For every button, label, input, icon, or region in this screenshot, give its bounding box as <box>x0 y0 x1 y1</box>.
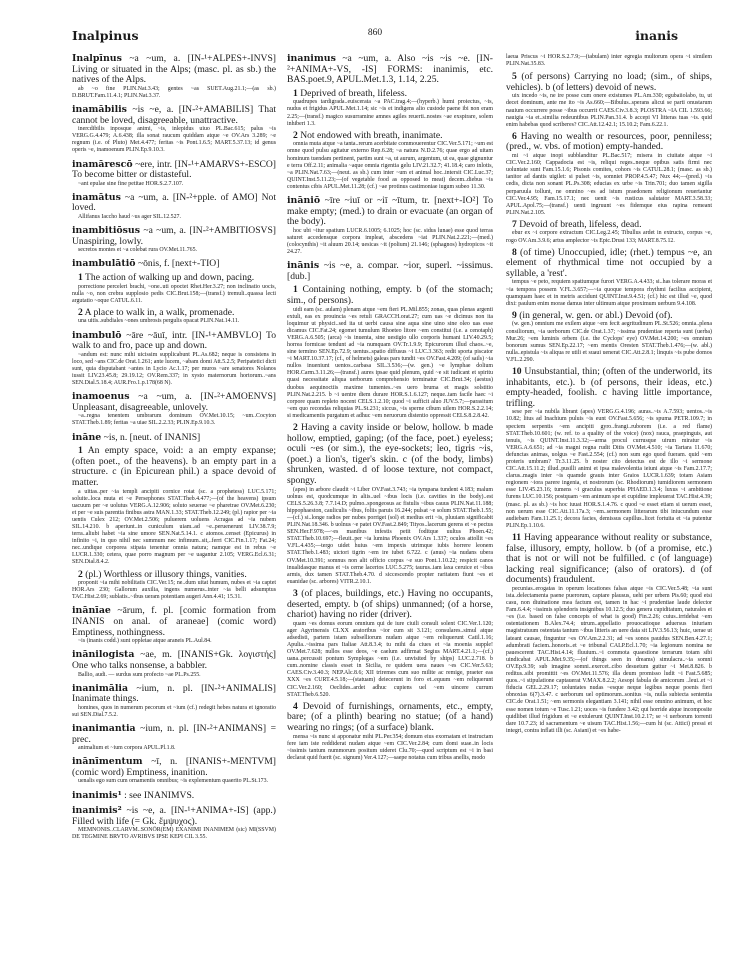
headword: ināniō <box>287 195 321 206</box>
sense-text: Having appearance without reality or substance, false, illusory, empty, hollow. b (of a promise, etc.) that is not or will not be fulfilled. c (of language) lacking real significance; (also of orators). d (of documents) fraudulent. <box>506 531 712 586</box>
sense-definition <box>506 72 712 93</box>
sense-number: 5 <box>512 71 517 83</box>
definition-text: ~ī, n. [INANIS+-MENTVM] (comic word) Emptiness, inanition. <box>72 756 277 778</box>
entry-definition <box>72 606 276 638</box>
headword: inānīae <box>72 605 111 617</box>
sense-text: Having no wealth or resources, poor, penniless; (pred., w. vbs. of motion) empty-handed. <box>506 130 712 153</box>
citations: ebur ex ~i corpore extractum CIC.Leg.2.45; Tibullus ardet in extructo, corpus ~e, rogo OV.Am.3.9.6; artus amplector ~is Epic.Drusi 133; MART.8.75.12. <box>506 230 712 244</box>
entry-definition <box>72 226 276 247</box>
page-header <box>72 28 678 44</box>
entry-definition <box>72 105 276 126</box>
sense-text: (of time) Unoccupied, idle; (rhet.) tempus ~e, an element of rhythmical time not occupied by a syllable, a 'rest'. <box>506 246 713 279</box>
sense-text: A place to walk in, a walk, promenade. <box>84 306 235 318</box>
citations: uidi eam (sc. aulam) plenam atque ~em fieri PL.Mil.855; zonas, quas plenas argenti extuli, eas ex prouincia ~es retuli GRACCH.orat.27; cum uas ~e dicimus non ita loquimur ut physici..sed ita ut uerbi causa sine aqua sine uino sine oleo uas esse dicamus CIC.Fat.24; egomet tumulum Rhoeteo litore ~em constitui (i.e. a cenotaph) VERG.A.6.505; (arca) ~is inuenta, sine uestigio ullo corporis humani LIV.40.29.5; horrea formicae tendunt ad ~ia numquam OV.Tr.1.9.9; Epicurorum illud chaos..~e, sine termino SEN.Ep.72.9; uentus..spatio diffusus ~i LUC.3.363; redit sporta piscator ~i MART.10.37.17; (cf., of helmets) galeas pars tundit ~es OV.Fast.4.209; (of sails) ~ia nullos inueniunt uentos..carbasa SIL.3.536;—(w. gen.) ~e lymphae dolium HOR.Carm.3.11.26;—(transf.) aures ipsae quid plenum, quid ~e sit iudicant et spiritu quasi necessitate aliqua uerborum comprehensio terminatur CIC.Brut.34; (aestus) duobus aequinoctiis maxime tumentes..~es uero bruma et magis solstitio PLIN.Nat.2.215. b ~i uentre diem durare HOR.S.1.6.127; neque..tam facile haec ~i corpore quam repleto nocent CELS.1.2.10; quod ~i sufficit aluo JUV.5.7;—parasitum ~em quo recondas reliquias PL.St.231; siccus, ~is sperne cibum uilem HOR.S.2.2.14; si medicamentis purgatum et adhuc ~em neruorum distentio oppressit CELS.8.2.8.42. <box>287 306 493 419</box>
headword: inānilogista <box>72 649 135 661</box>
definition-text: ~a ~um, a. [IN-²+AMOENVS] Unpleasant, disagreeable, unlovely. <box>72 391 276 413</box>
dictionary-entry <box>72 331 276 388</box>
definition-text: ~īre ~iuī or ~iī ~ītum, tr. [next+-IO²] To make empty; (med.) to drain or evacuate (an organ of the body). <box>287 195 493 228</box>
sense-number: 9 <box>512 309 517 321</box>
sense-number: 2 <box>78 306 83 318</box>
continued-citations: laeua Priscus ~i HOR.S.2.7.9;—(tabulam) inter egregia multorum opera ~i similem PLIN.Nat.35.83. <box>506 54 712 68</box>
entry-definition <box>287 261 493 282</box>
sense-number: 1 <box>78 445 83 457</box>
sense-definition <box>506 533 712 586</box>
sense-definition <box>506 220 712 231</box>
sense-number: 11 <box>512 531 522 543</box>
sense-text: (in general, w. gen. or abl.) Devoid (of). <box>519 309 673 321</box>
entry-definition <box>72 684 276 705</box>
citations: sese per ~ia nubila librant (apes) VERG.G.4.196; auras..~is A.7.593; uentos..~is 10.82; litus ad Inachium puluis ~is eunt OV.Fast.5.656; ~is spuma PETR.109.7; in speciem serpentis ~em ancipiti gyro..frangi..ruborem (i.e. a red flame) STAT.Theb.10.601; (w. ref. to a quality of the voice) (nox) rauca, praepinguis, aut tenuis, ~is QUINT.Inst.11.3.32;—arma procul currusque uirum miratur ~is VERG.A.6.651; ad ~ia magni regna rudit Ditis OV.Met.4.510; ~ia Tartara 11.670; defunctas animas, uolgus ~e Fast.2.554; (cf.) non sum ego quod fueram. quid ~em proteris umbram? Tr.3.11.25. b noster cito deiectus est de illo ~i sermone CIC.Att.15.11.2; illud..pusilli animi et ipsa malevolentia ieiuni atque ~is Fam.2.17.7; clarus..magis inter ~is quamde grauis inter Graios LUCR.1.639; totam Asiam regionem ~iora parere ingenia, et nostrorum (sc. Rhodiorum) tumidiorem sermonem esse LIV.45.23.16; tumens ~i graculus superbia PHAED.1.3.4; luxus ~i ambitione furens LUC.10.156; postquam ~em animum spe et cupidine impleuerat TAC.Hist.4.39; (masc. pl. as sb.) ~is hoc iuuat HOR.S.1.4.76. c quod ~e esset etiam si uerum esset, non uerum esse CIC.Att.11.17a.3; ~em..sermonem litterarum tibi iniucundum esse audiebam Fam.11.25.1; decora facies, demissus capillus..licet fortuita et ~ia putentur PLIN.Ep.1.10.6. <box>506 409 712 529</box>
citations: Allifanus Iaccho haud ~us ager SIL.12.527. <box>78 214 181 220</box>
dictionary-entry <box>287 196 493 256</box>
headword: inambitiōsus <box>72 225 141 237</box>
sense-definition <box>72 570 276 581</box>
dictionary-entry <box>287 261 493 762</box>
entry-definition <box>72 650 276 671</box>
page-number: 860 <box>367 28 383 38</box>
citations: porrectione perceleri brachi, ~one..uti opoctet Rhet.Her.3.27; non inclinatio uocis, nulla ~o, non crebra supplosio pedis CIC.Brut.158;—(transf.) tremuli..quassa lecti argutatio ~oque CATUL.6.11. <box>72 283 276 304</box>
citations: mi ~i atque inopi subblanditur PL.Bac.517; misera in ciuitate atque ~i CIC.Ver.2.160; Cappadocia est ~is, reliqui reges..neque opibus satis firmi nec uoluntate sunt Fam.15.1.6; Pisonis comites, cohors ~is CATUL.28.1; (masc. as sb.) ianitor ad dantis uigilet: si pulset ~is, somniet PROP.4.5.47; Nux 44;—(pred.) ~is cedis, dicta non sonant PL.Ps.308; educias ex urbe ~is Trin.701; duo tamen sigilla perparuula tollunt, ne omnino ~es ad istum praedonem religionum reuertantur CIC.Ver.4.95; Fam.15.17.1; nec uenit ~is rusticus salutator MART.3.58.33; APUL.Apol.75;—(transf.) uenti ingruunt ~es fidemque eius rapina remeant PLIN.Nat.2.105. <box>506 153 712 216</box>
citations: tempus ~e peto, requiem spatiumque furori VERG.A.4.433; si..has tolerare moras et ~ia tempora possem V.FL.3.657;—~ia quoque tempora rhythmi facilius accipient, quamquam haec et in metris accidunt QUINT.Inst.9.4.51; (cf.) hic est illud ~e, quod dixi: paulum enim morae damus inter ultimum atque proximum uerbum 9.4.108. <box>506 279 712 307</box>
sense-text: Containing nothing, empty. b (of the stomach; sim., of persons). <box>287 284 493 306</box>
citations: ~a..regna tenentem umbrarum dominum OV.Met.10.15; ~um..Cocyton STAT.Theb.1.89; feritas ~a uiae SIL.2.2.33; PLIN.Ep.9.10.3. <box>72 413 276 427</box>
sense-definition <box>287 89 493 100</box>
entry-definition <box>72 160 276 181</box>
citations: homines, quos in numerum pecorum et ~ium (cf.) redegit hebes natura et ignoratio sui SEN.Dial.7.5.2. <box>72 704 276 718</box>
sense-definition <box>72 308 276 319</box>
dictionary-entry <box>72 259 276 325</box>
column-2 <box>287 54 493 767</box>
sense-text: Devoid of breath, lifeless, dead. <box>519 218 642 230</box>
entry-definition <box>72 331 276 352</box>
dictionary-entry <box>72 724 276 752</box>
citations: hoc ubi ~itur spatium LUCR.6.1005; 6.1025; hoc (sc. sidus lunae) esse quod terras saturet accedensque corpora impleat, abscedens ~iat PLIN.Nat.2.221;—(med.) (colocynthis) ~it aluum 20.14; uesicas ~it (polium) 21.146; (sphagnos) hydropicos ~it 24.27. <box>287 227 493 256</box>
citations: omnia muta atque ~a tanta..rerum acerbitate commouerentur CIC.Ver.5.171; ~um est omne quod pulsu agitatur externo Rep.6.28; ~a natura N.D.2.76; quae ergo ad uitam hominum tuendam pertinent, partim sunt ~a, ut aurum, argentum, ut ea, quae gignuntur e terra Off.2.11; animalia ~aque omnia rigentia gelu LIV.21.32.7; 41.18.4; caro inlotis, ~a PLIN.Nat.7.63;—(neut. as sb.) cum inter ~um et animal hoc..intersit CIC.Luc.37; QUINT.Inst.5.11.23;—(of vegetable food as opposed to meat) decem..diebus ~is contentus cibis APUL.Met.11.28; (cf.) ~ae protinus castimoniae iugum subeo 11.30. <box>287 141 493 190</box>
dictionary-entry <box>72 105 276 155</box>
entry-definition <box>72 433 276 444</box>
dictionary-entry <box>72 392 276 427</box>
entry-definition <box>287 196 493 228</box>
citations: inercdibilis inposque animi, ~is, inlepidus uiuo PL.Bac.615; palus ~is VERG.G.4.479; A.6.438; illa sonat raucum quiddam atque ~e OV.Ars 3.289; ~e regnum (i.e. of Pluto) Met.4.477; feritas ~is Pont.1.6.5; MART.5.37.13; id genus operis ~e, inamoenum PLIN.Ep.9.10.3. <box>72 126 276 154</box>
dictionary-entry <box>72 160 276 188</box>
definition-text: ~a ~um, a. [IN-²+pple. of AMO] Not loved. <box>72 191 277 214</box>
sense-number: 1 <box>78 271 83 283</box>
citations: quadrupes tardigrada..euiscerata ~a PAC.trag.4;—(hyperb.) humi proiectus, ~is, nudus et frigidus APUL.Met.1.14; sic ~is et indigens alio custode paene ibi non eram 2.25;—(transf.) magico susurramine amnes agiles reuerti..nostes ~ae exspirare, solem inhiberi 1.3. <box>287 99 493 127</box>
dictionary-entry <box>72 650 276 678</box>
dictionary-entry <box>287 54 493 191</box>
citations: ~is (inanis codd.) sunt oppletae atque araneis PL.Aul.84. <box>78 638 212 645</box>
sense-definition <box>287 423 493 487</box>
sense-definition <box>287 702 493 734</box>
headword: inanimālia <box>72 682 129 694</box>
column-3 <box>506 54 712 735</box>
entry-definition <box>72 193 276 214</box>
guide-word-right: inanis <box>635 28 678 43</box>
sense-text: Devoid of furnishings, ornaments, etc., empty, bare; (of a plinth) bearing no statue; (of a hand) wearing no rings; (of a surface) blank. <box>287 700 493 733</box>
citations: ~andum est: nunc mihi uicissim supplicabunt PL.As.682; neque is consistens in loco, sed ~ans CIC.de Orat.1.261; ante lucem, ~abam domi Att.5.2.5; Peripatetici dicti sunt, quia disputabant ~antes in Lycio Ac.1.17; per muros ~are senatores Nolanos iussit LIV.23.45.8; 29.19.12; OV.Rem.337; in xysto maternorum hortorum..~ans SEN.Dial.5.18.4; AUR.Fro.1.p.178(68 N). <box>72 351 276 387</box>
sense-text: Unsubstantial, thin; (often of the underworld, its inhabitants, etc.). b (of persons, their ideas, etc.) empty-headed, foolish. c having little importance, trifling. <box>506 365 712 409</box>
citations: ~ant epulae sine fine petitae HOR.S.2.7.107. <box>78 180 184 187</box>
sense-definition <box>506 367 712 409</box>
sense-text: (pl.) Worthless or illusory things, vanities. <box>85 568 247 580</box>
entry-definition <box>72 791 276 802</box>
definition-text: ~ere, intr. [IN-¹+AMARVS+-ESCO] To become bitter or distasteful. <box>72 158 276 181</box>
sense-number: 8 <box>512 246 517 258</box>
headword: inanimantia <box>72 722 136 734</box>
entry-definition <box>72 259 276 270</box>
dictionary-entry <box>72 791 276 802</box>
definition-text: ~is ~e, a. [IN-¹+ANIMA+-IS] (app.) Filled with life (= Gk. ἔμψυχος). <box>72 805 277 827</box>
definition-text: ~a ~um, a. Also ~is ~is ~e. [IN-²+ANIMA+-VS, -IS] FORMS: inanimis, etc. BAS.poet.9, APUL.Met.1.3, 1.14, 2.25. <box>287 53 493 86</box>
citations: uix incedo ~is, ne ire posse cum onere existumes PL.Am.330; egubaiiolabo, tu, ut decet dominum, ante me ito ~is As.660;—Bibulus..sperans alicui se parti onustarum nauium occurrere posse ~ibus occurrit CAES.Civ.3.8.3; PLOSTRA ~IA CIL 1.593.66; nauigia ~ia et..similia redeuntibus PLIN.Pan.31.4. b accepi VI litteras tuas ~is. quid enim habebas quod scriberes? CIC.Att.12.42.1; 15.10.2; Fam.6.22.1. <box>506 93 712 128</box>
sense-definition <box>72 446 276 488</box>
definition-text: ~ārum, f. pl. [comic formation from INANIS on anal. of araneae] (comic word) Emptiness, nothingness. <box>72 605 276 638</box>
dictionary-entry <box>72 684 276 719</box>
sense-text: (of places, buildings, etc.) Having no occupants, deserted, empty. b (of ships) unmanned; (of a horse, chariot) having no rider (driver). <box>287 587 493 621</box>
guide-word-left: Inalpinus <box>72 28 139 43</box>
definition-text: ~a ~um, a. [IN-²+AMBITIOSVS] Unaspiring, lowly. <box>72 225 277 247</box>
sense-number: 2 <box>293 129 298 141</box>
citations: (apes) in arbore claudit ~i Liber OV.Fast.3.743; ~ia tympana tundent 4.183; malum uolnus est, quodcumque in aliis..uel ~ibus locis (i.e. cavities in the body)..est CELS.5.26.3.8; 7.7.14.D; pulmo..spongeosus ac fistulis ~ibus cauus PLIN.Nat.11.188; hippophaeston, cauliculis ~ibus, foliis paruis 16.244; pulsat ~e solum STAT.Theb.1.55;—(cf.) si..longe radios per nubes porriget (sol) et medius erit ~is, pluuiam significabit PLIN.Nat.18.346. b uolnus ~e patet OV.Fast.2.849; Tityos..lacerum gerens et ~e pectus SEN.Her.F.978;—~es manibus infestis petit foditque uultus Phoen.42; STAT.Theb.10.697;—fleuit..per ~ia lumina Phoenix OV.Ars 1.337; oculos attollit ~es V.FL.4.435;—tergo uidet huius ~em impexis utrimque iubis horrere leonem STAT.Theb.1.483; uictori tigrin ~em ire iubet 6.722. c (anus) ~ia nudans ubera OV.Met.10.391; somnus non alit officio corpus ~e suo Pont.1.10.22; respicit canos inualidasque manus et ~is cerne lacertos LUC.5.275; taurus..iam laxa ceruice et ~ibus armis, dux tamen STAT.Theb.4.70. d siccescendo propter raritatem fiunt ~es et euanidae (sc. arbores) VITR.2.10.1. <box>287 486 493 585</box>
dictionary-entry <box>72 433 276 602</box>
headword: inanimus <box>287 53 336 64</box>
sense-number: 7 <box>512 218 517 230</box>
sense-definition <box>506 132 712 153</box>
citations: mensa ~is nunc si apponatur mihi PL.Per.354; domum eius exornatam et instructam fere iam iste reddiderat nudam atque ~em CIC.Ver.2.84; cum domi suae..in locis ~issimis tantum nummorum positum uideret Clu.70;—quod scriptum est ~i in basi declarat quid fuerit (sc. signum) Ver.4.127;—saepe notatus cum tribus anellis, modo <box>287 733 493 761</box>
entry-definition <box>72 392 276 413</box>
citations: pecunias..erogatas in operum locationes falsas atque ~is CIC.Ver.5.48; ~ia sunt ista..delectamenta paene puerorum, captare plausus, uehi per urbem Pis.60; quod etsi casu, non diuinatione mea factum est, tamen in hac ~i prudentiae laude delector Fam.6.4.4; ~issimis splendoris insignibus 10.12.5; duo genera cupiditatum, naturales et ~es (i.e. based on false concepts of what is good) Fin.2.26; cuius..irridebat ~em ostentationem B.Alex.74.4; utrum..appellatio prouocatioque aduersus iniuriam magistratuum ostentata tantum ~ibus litteris an uere data sit LIV.3.56.13; huic, uerae ut lateant causae, finguntur ~es OV.Am.2.2.31; ad ~es sonos pauidus SEN.Ben.4.27.1; adumbrati faciem..honoris..et ~e tribunal CALP.Ecl.1.70; ~ia legionum nomina ne pauescerent TAC.Hist.4.14; fluuium..~i commota quaestione terrarum totam sibi uindicabat APUL.Met.9.35;—(of things seen in dreams) simulacra..~ia somni OV.Ep.9.39; sub imagine somni..exercet..cibo desuetum guttur ~i Met.8.826. b reditus..sibi promittit ~es OV.Met.11.576; illa deum promisso ludit ~i Fast.5.685; quos..~i stipulatione captauerat V.MAX.8.2.2; Aesopi fabula de amicorum ..leui..et ~i fiducia GEL.2.29.17; uoluntates nudas ~esque neque legibus neque poenis fieri obnoxias 6(7).3.47. c uerborum uel optimorum..sonitus ~is, nulla subiecta sententia CIC.de Orat.1.51; ~em sermonis elegantiam 3.141; nihil esse omnino animum, et hoc esse nomen totum ~e Tusc.1.21; uoces ~is fundere 3.42; qui horride atque incomposite quidlibet illud frigidum et ~e extulerunt QUINT.Inst.10.2.17; se ~i uerborum torrenti dare 10.7.23; id sacramentum ~e uisum TAC.Hist.1.56;—cum hi (sc. Attici) pressi et integri, contra inflati illi (sc. Asiani) et ~es habe- <box>506 585 712 734</box>
definition-text: ~ium, n. pl. [IN-²+ANIMANS] = prec. <box>72 722 276 745</box>
dictionary-entry <box>72 806 276 841</box>
column-1 <box>72 54 276 847</box>
sense-text: Deprived of breath, lifeless. <box>300 87 408 99</box>
sense-number: 10 <box>512 365 522 377</box>
sense-number: 3 <box>293 587 298 599</box>
sense-number: 4 <box>293 700 298 712</box>
headword: inamoenus <box>72 391 130 403</box>
citations: MEMNONIS..CLARVM..SONŌR(EM) EXANIMI INANIMEM (sic) MI(SSVM) DE TEGMINE BRVTO AVRIBVS IPSE KEPI CIL 3.55. <box>72 827 276 841</box>
citations: proponit ~ia mihi nobilitatis CIC.Ver.15; ne..dum uitat humum, nubes et ~ia captet HOR.Ars 230; Gallorum auxilia, ingens numerus..inter ~ia belli adsumptus TAC.Hist.2.69; sublatis..~ibus ueram potentiam augeri Ann.4.41; 15.31. <box>72 580 276 601</box>
citations: quam ~es domus eorum omnium qui de iure ciuili consuli solent CIC.Ver.1.120; ager Agyrinensis CLXX aratoribus ~ior cum sit 3.121; consulares..simul atque adsedisti, partem istam subselliorum nudam atque ~em reliquerunt Catil.1.16; Apulia..~issima pars Italiae Att.8.3.4; tu mihi da ciues et ~ia moenia supple! OV.Met.7.628; nullos esse deos, ~e caelum adfirmat Segius MART.4.21.1;—(cf.) uana..percussit pontum Symplegas ~em (i.e. unvisited by ships) LUC.2.718. b cum..nomine classis esset in Sicilia, re quidem uera naues ~es CIC.Ver.5.63; CAES.Civ.3.40.3; NEP.Alc.8.6; XII triremes cum suo milite ac remige, praeter eas XXX ~es CURT.4.5.18;—(statuam) deiecerunt in foro et..equum ~em reliquerunt CIC.Ver.2.160; Oeclides..ardet adhuc cupiens uel ~em uincere currum STAT.Theb.6.520. <box>287 620 493 698</box>
sense-text: Having a cavity inside or below, hollow. b made hollow, emptied, gaping; (of the face, poet.) eyeless; oculi ~es (or sim.), the eye-sockets; leo, tigris ~is, (poet.) a lion's, tiger's skin. c (of the body, limbs) shrunken, wasted. d of loose texture, not compact, spongy. <box>287 422 493 486</box>
headword: inānis <box>287 260 320 272</box>
entry-definition <box>72 757 276 778</box>
citations: animalium et ~ium corpora APUL.Pl.1.8. <box>78 745 176 752</box>
definition-text: ~ium, n. pl. [IN-²+ANIMALIS] Inanimate things. <box>72 682 276 705</box>
sense-number: 2 <box>293 422 298 434</box>
sense-definition <box>287 131 493 142</box>
dictionary-entry <box>72 193 276 221</box>
sense-definition <box>287 589 493 621</box>
definition-text: ~a ~um, a. [IN-¹+ALPES+-INVS] Living or situated in the Alps; (masc. pl. as sb.) the natives of the Alps. <box>72 53 276 86</box>
definition-text: ~āre ~āuī, intr. [IN-¹+AMBVLO] To walk to and fro, pace up and down. <box>72 329 276 352</box>
sense-definition <box>506 248 712 280</box>
headword: inanimis¹ <box>72 789 122 801</box>
dictionary-entry <box>72 226 276 254</box>
headword: inambulō <box>72 329 122 341</box>
entry-definition <box>72 54 276 86</box>
citations: una uitis..subdiales ~ones umbrosis pergulis opacat PLIN.Nat.14.11. <box>78 318 240 325</box>
sense-definition <box>287 285 493 306</box>
sense-number: 1 <box>293 87 298 99</box>
sense-number: 2 <box>78 568 83 580</box>
citations: ab ~o fine PLIN.Nat.3.43; gentes ~as SUET.Aug.21.1;—(as sb.) D.BRUT.Fam.11.4.1; PLIN.Nat.3.37. <box>72 85 276 99</box>
dictionary-entry <box>72 606 276 645</box>
headword: ināne <box>72 431 102 443</box>
definition-text: ~ae, m. [INANIS+Gk. λογιστής] One who talks nonsense, a babbler. <box>72 649 276 671</box>
sense-text: The action of walking up and down, pacing. <box>85 271 255 283</box>
entry-definition <box>72 806 276 827</box>
sense-text: An empty space, void: a an empty expanse; (often poet., of the heavens). b an empty part in a structure. c (in Epicurean phil.) a space devoid of matter. <box>72 445 276 488</box>
headword: inamātus <box>72 191 121 203</box>
dictionary-entry <box>72 757 276 785</box>
definition-text: ~is ~e, a. compar. ~ior, superl. ~issimus. [dub.] <box>287 260 493 282</box>
entry-definition <box>72 724 276 745</box>
definition-text: ~is, n. [neut. of INANIS] <box>103 431 201 443</box>
headword: Inalpīnus <box>72 53 122 64</box>
citations: uenalis ego sum cum ornamentis omnibus; ~is explementum quaerito PL.St.173. <box>78 778 269 785</box>
sense-text: (of persons) Carrying no load; (sim., of ships, vehicles). b (of letters) devoid of news. <box>506 71 712 93</box>
headword: inānīmentum <box>72 756 143 768</box>
citations: (w. gen.) omnium me exilem atque ~em fecit aegritudinum PL.St.526; omnia..plena consiliorum, ~ia uerborum CIC.de Orat.1.37; ~issima prudentiae reperta sunt (uerba) Mur.26; ~em luminis orbem (i.e. the Cyclops' eye) OV.Met.14.200; ~es omnium bonorum sumus SEN.Ep.22.17; ~em mentis Oresten STAT.Theb.1.476;—(w. abl.) nulla..epistula ~is aliqua re utili et suaui uenerat CIC.Att.2.8.1; linquis ~is pube domos V.FL.2.290. <box>506 321 712 363</box>
headword: inamābilis <box>72 103 127 115</box>
sense-text: Not endowed with breath, inanimate. <box>300 129 443 141</box>
definition-text: ~ōnis, f. [next+-TIO] <box>137 258 220 270</box>
sense-number: 6 <box>512 130 517 142</box>
definition-text: ~is ~e, a. [IN-²+AMABILIS] That cannot be loved, disagreeable, unattractive. <box>72 103 276 126</box>
definition-text: : see INANIMVS. <box>124 789 195 801</box>
headword: inamārescō <box>72 158 133 170</box>
sense-definition <box>72 273 276 284</box>
dictionary-entry <box>72 54 276 100</box>
citations: a uittas..per ~ia templi ancipiti cornice rotat (sc. a prophetess) LUC.5.171; soluite..loca muta et ~e Persephones STAT.Theb.4.477;—(of the heavens) ipsum uacuum per ~e uolutus VERG.A.12.906; soluto seuerae ~e pharetrae OV.Met.6.230; et per ~e suis parentia finibus astra MAN.1.33; STAT.Theb.12.249; (pl.) rapior per ~ia uentis Culex 212; OV.Met.2.506; puluerem uoluens Acragas ad ~ia nubem SIL.14.210. b aperiunt..in cuniculum uiam..ad ~e..peruenerunt LIV.38.7.9; terra..aliubi habet ~ia sine umore SEN.Nat.5.14.1. c atomos..censet (Epicurus) in infinito ~i, in quo nihil nec summum nec infimum..sit,..ferri CIC.Fin.1.17; Fat.24; nec..undique corporea stipata tenentur omnia natura; namque est in rebus ~e LUCR.1.330; cetera, quae porro magnum per ~e uagantur 2.105; VERG.Ecl.6.31; SEN.Dial.8.4.2. <box>72 488 276 566</box>
sense-number: 1 <box>293 284 298 296</box>
citations: Ballio, audi. — surdus sum profecto ~ae PL.Ps.255. <box>78 671 201 678</box>
citations: secretos montes et ~a colebat rura OV.Met.11.765. <box>78 247 198 254</box>
headword: inanimis² <box>72 805 122 817</box>
headword: inambulātiō <box>72 258 136 270</box>
entry-definition <box>287 54 493 86</box>
sense-definition <box>506 311 712 322</box>
